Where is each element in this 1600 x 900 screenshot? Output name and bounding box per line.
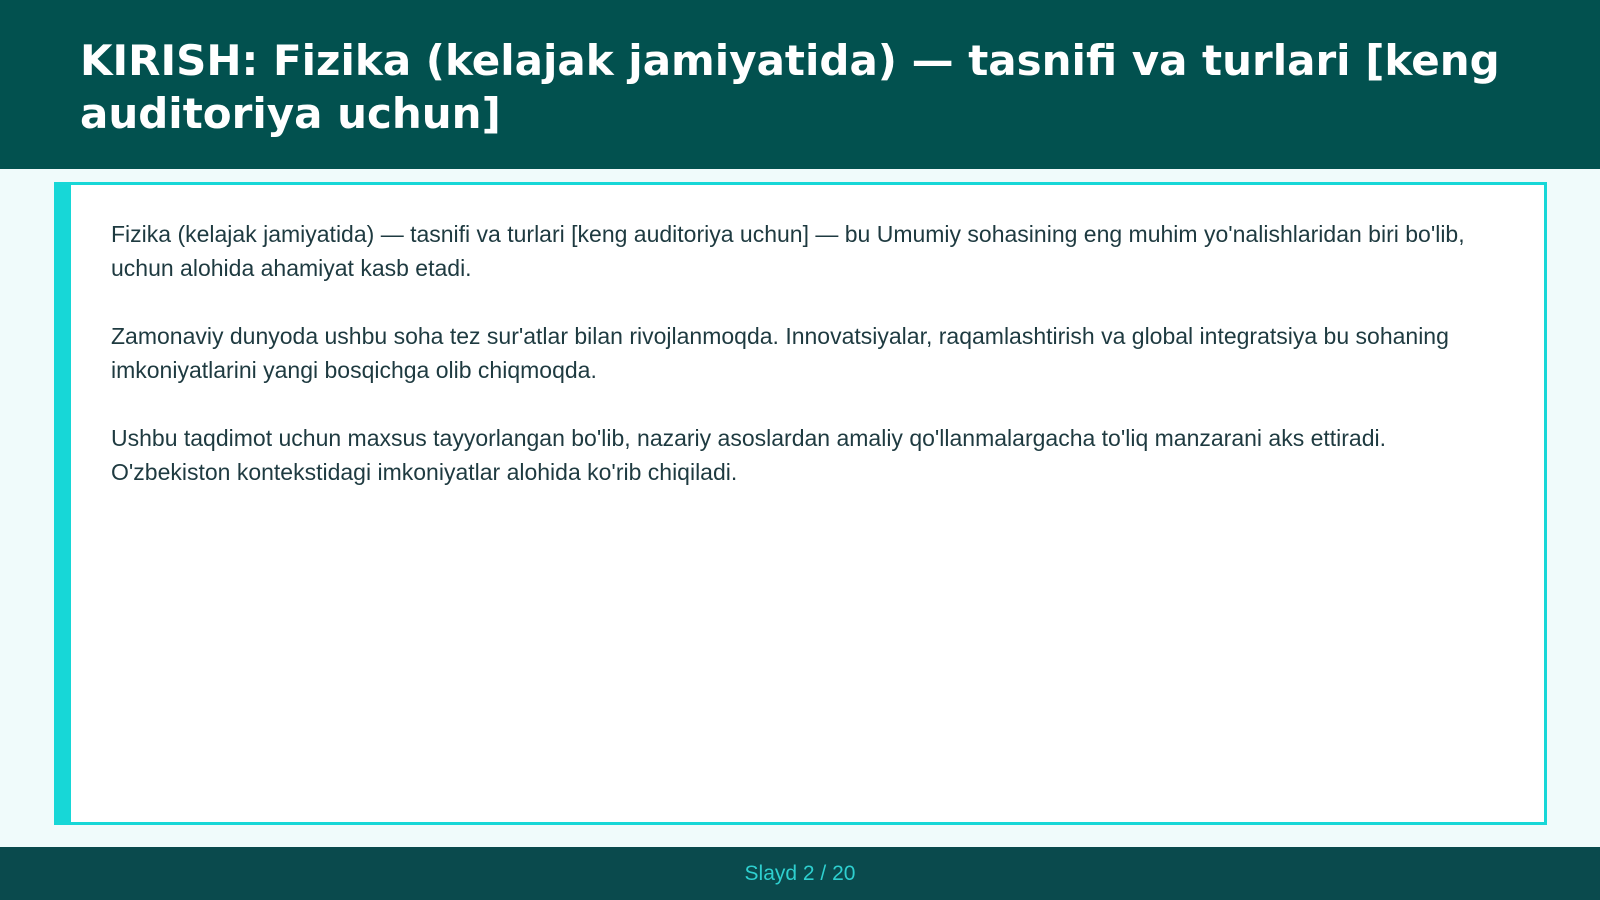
paragraph-modern-world: Zamonaviy dunyoda ushbu soha tez sur'atlar bilan rivojlanmoqda. Innovatsiyalar, raqamlashtirish va global integratsiya bu sohaning imkoniyatlarini yangi bosqichga olib chiqmoqda. [111, 323, 1449, 383]
paragraph-intro: Fizika (kelajak jamiyatida) — tasnifi va turlari [keng auditoriya uchun] — bu Umumiy sohasining eng muhim yo'nalishlaridan biri bo'lib, uchun alohida ahamiyat kasb etadi. [111, 221, 1465, 281]
content-card [54, 182, 1547, 825]
slide-header [0, 0, 1600, 169]
slide-number: Slayd 2 / 20 [744, 862, 856, 885]
slide-footer [0, 847, 1600, 900]
paragraph-presentation-scope: Ushbu taqdimot uchun maxsus tayyorlangan bo'lib, nazariy asoslardan amaliy qo'llanmalargacha to'liq manzarani aks ettiradi. O'zbekiston kontekstidagi imkoniyatlar alohida ko'rib chiqiladi. [111, 425, 1387, 485]
slide-title: KIRISH: Fizika (kelajak jamiyatida) — tasnifi va turlari [keng auditoriya uchun] [80, 36, 1500, 138]
